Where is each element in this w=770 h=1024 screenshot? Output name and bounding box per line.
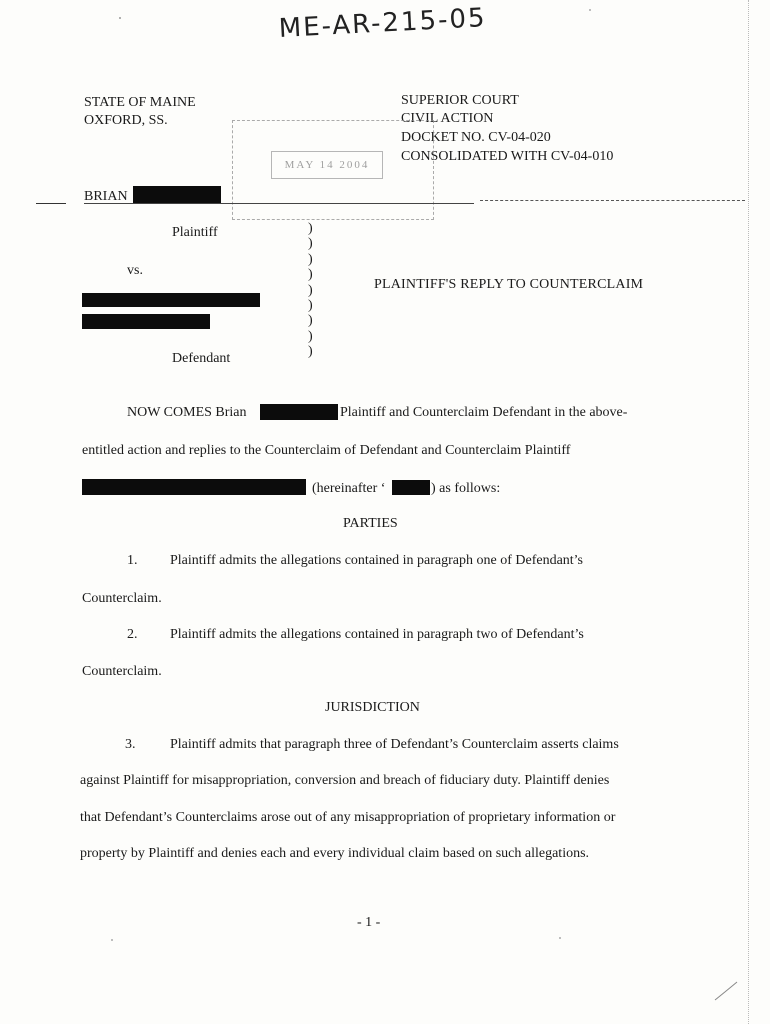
caption-docket: DOCKET NO. CV-04-020 xyxy=(401,130,551,145)
paragraph-1-number: 1. xyxy=(127,553,138,568)
paragraph-1-line2: Counterclaim. xyxy=(82,591,162,606)
plaintiff-label: Plaintiff xyxy=(172,225,218,240)
caption-paren-column: ) ) ) ) ) ) ) ) ) xyxy=(308,221,313,360)
caption-state: STATE OF MAINE xyxy=(84,95,196,110)
document-title: PLAINTIFF'S REPLY TO COUNTERCLAIM xyxy=(374,277,644,292)
intro-line1-start: NOW COMES Brian xyxy=(127,405,247,420)
paragraph-3-number: 3. xyxy=(125,737,136,752)
paragraph-2-line1: Plaintiff admits the allegations contained in paragraph two of Defendant’s xyxy=(170,627,584,642)
paragraph-3-line4: property by Plaintiff and denies each and every individual claim based on such allegations. xyxy=(80,846,590,861)
section-heading-parties: PARTIES xyxy=(343,516,398,531)
caption-county: OXFORD, SS. xyxy=(84,113,168,128)
paragraph-3-line1: Plaintiff admits that paragraph three of Defendant’s Counterclaim asserts claims xyxy=(170,737,619,752)
handwritten-document-id: ME-AR-215-05 xyxy=(278,3,488,44)
intro-line3-start: (hereinafter ‘ xyxy=(312,481,386,496)
plaintiff-first-name: BRIAN xyxy=(84,189,128,204)
defendant-label: Defendant xyxy=(172,351,231,366)
paragraph-2-line2: Counterclaim. xyxy=(82,664,162,679)
section-heading-jurisdiction: JURISDICTION xyxy=(325,700,420,715)
intro-line1-end: Plaintiff and Counterclaim Defendant in the above- xyxy=(340,405,628,420)
intro-line3-end: ) as follows: xyxy=(431,481,501,496)
stamp-date: MAY 14 2004 xyxy=(271,151,383,179)
caption-court: SUPERIOR COURT xyxy=(401,93,519,108)
caption-civil-action: CIVIL ACTION xyxy=(401,111,494,126)
caption-consolidated: CONSOLIDATED WITH CV-04-010 xyxy=(401,149,614,164)
paragraph-3-line3: that Defendant’s Counterclaims arose out of any misappropriation of proprietary information or xyxy=(80,810,616,825)
intro-line2: entitled action and replies to the Counterclaim of Defendant and Counterclaim Plaintiff xyxy=(82,443,571,458)
vs-label: vs. xyxy=(127,263,143,278)
paragraph-2-number: 2. xyxy=(127,627,138,642)
paragraph-3-line2: against Plaintiff for misappropriation, conversion and breach of fiduciary duty. Plaintiff denies xyxy=(80,773,610,788)
page-number: - 1 - xyxy=(357,915,381,930)
paragraph-1-line1: Plaintiff admits the allegations contained in paragraph one of Defendant’s xyxy=(170,553,584,568)
